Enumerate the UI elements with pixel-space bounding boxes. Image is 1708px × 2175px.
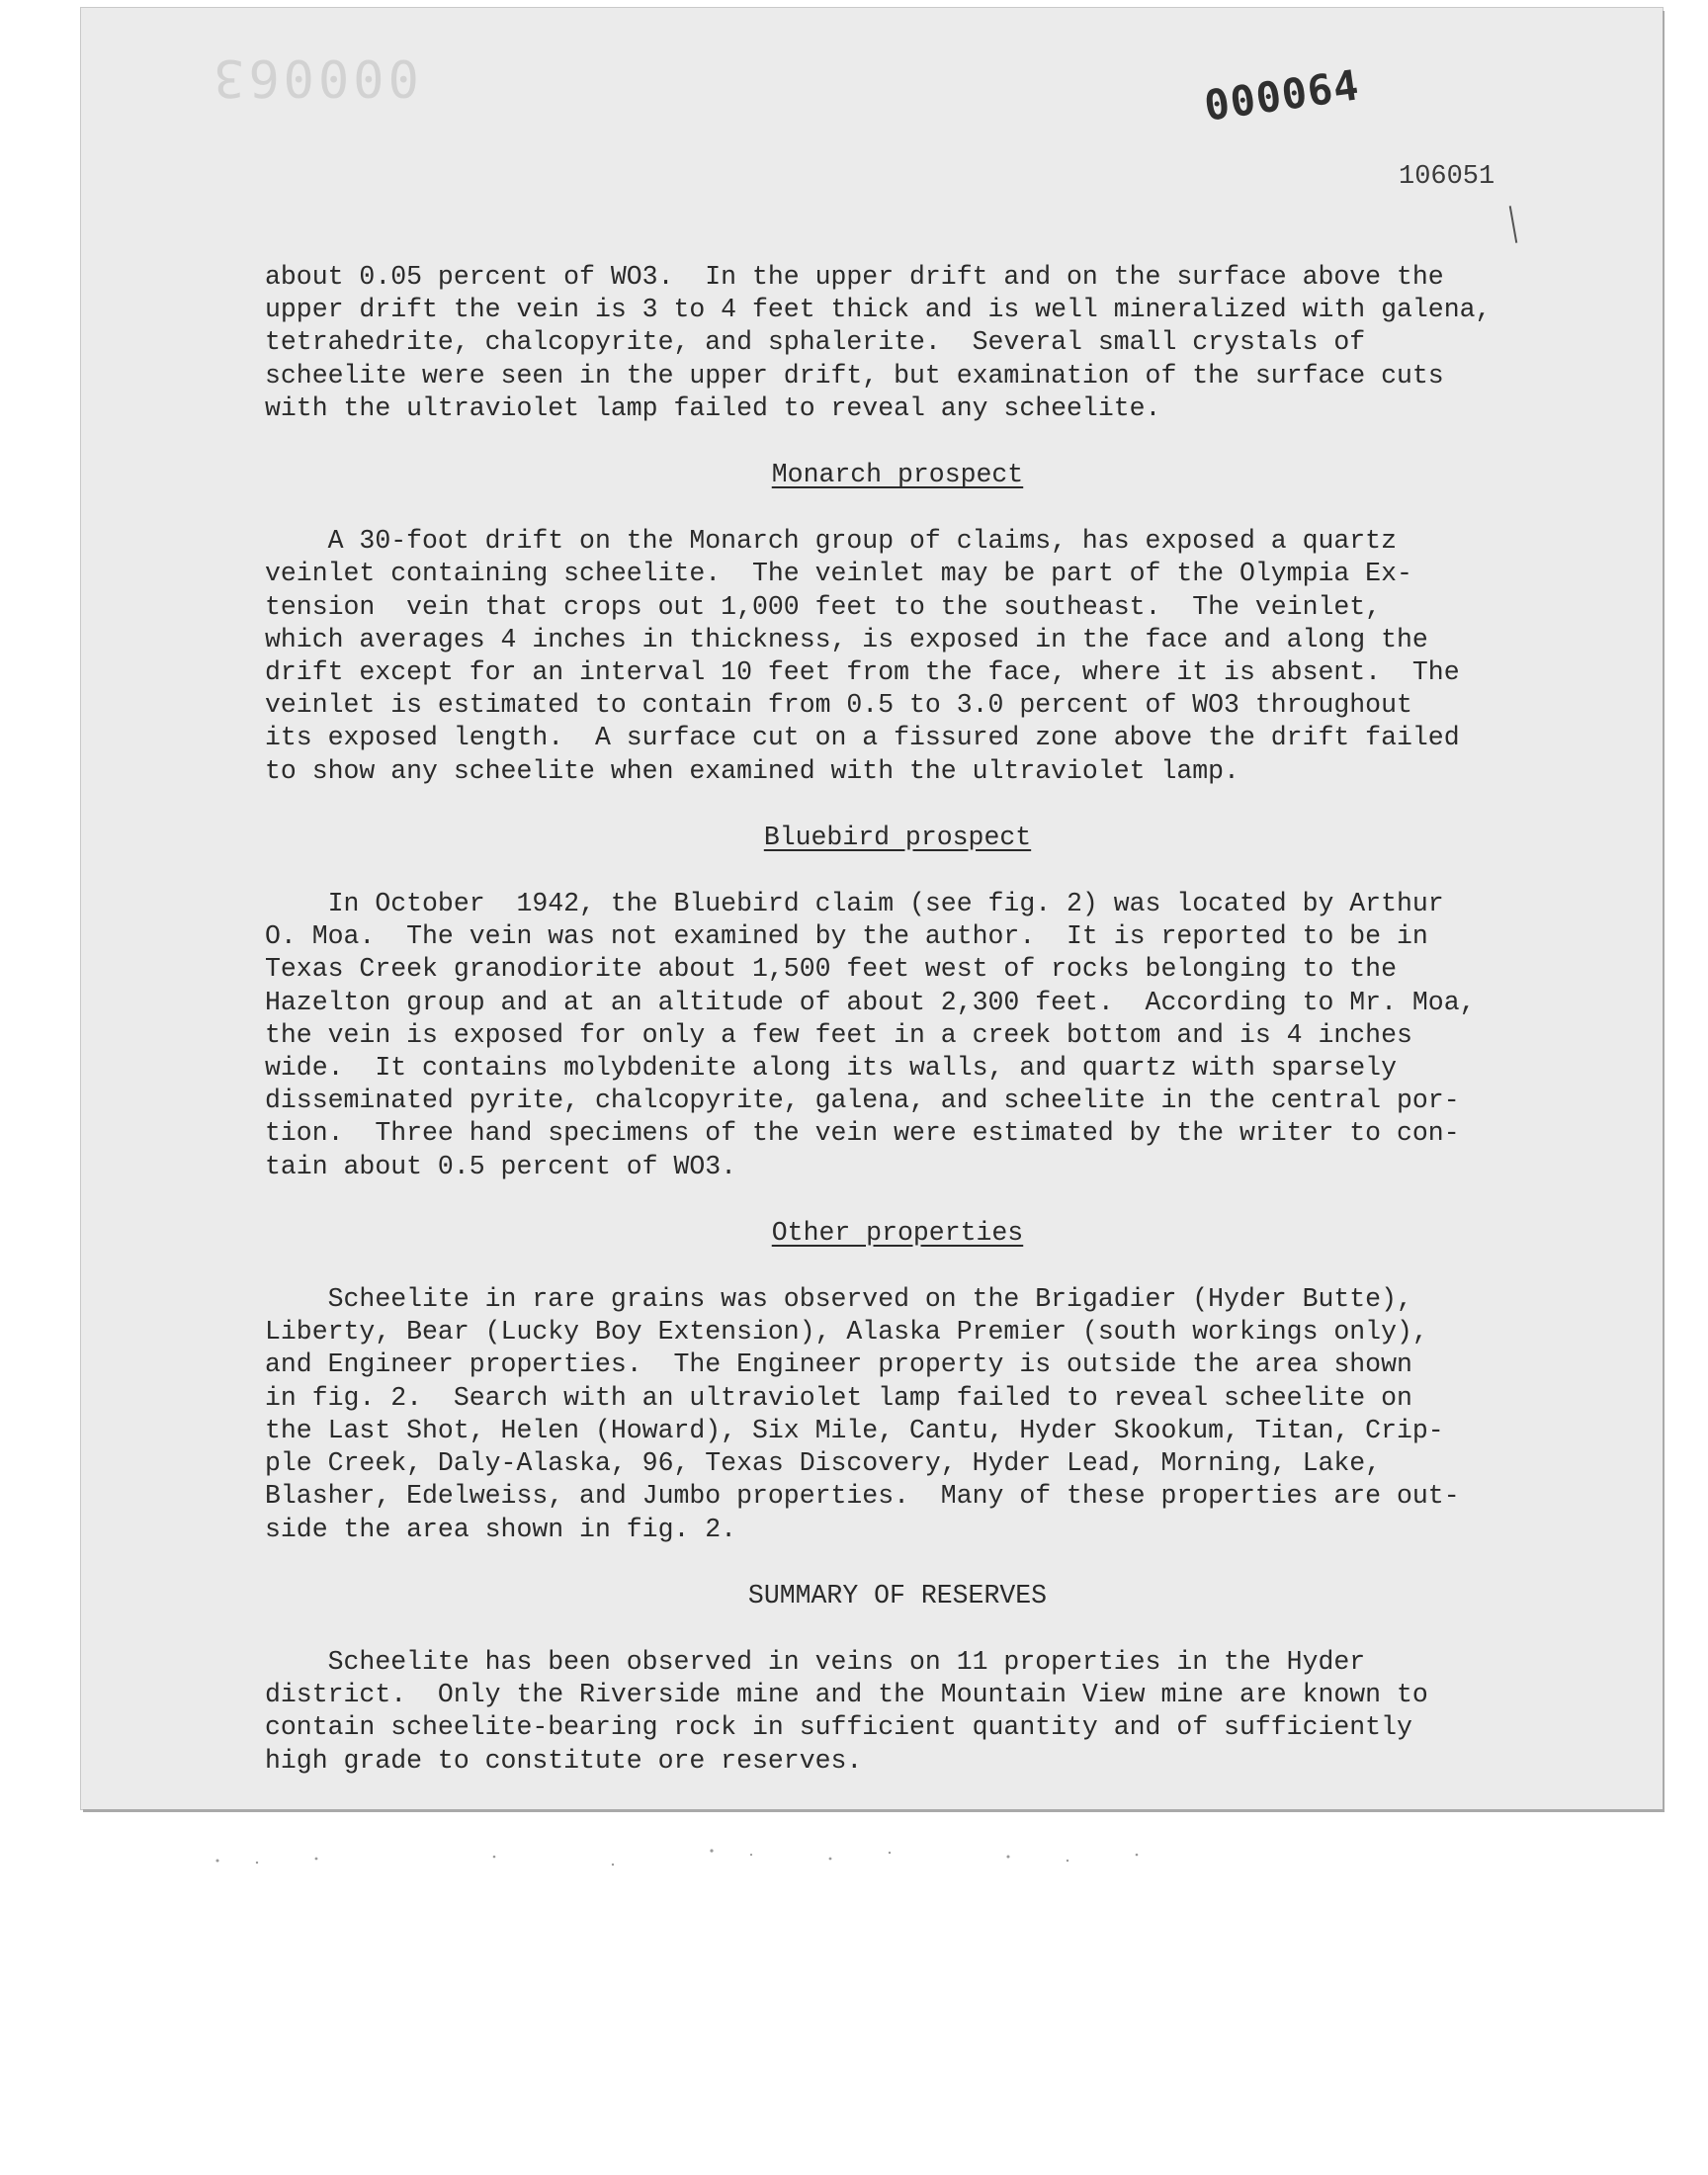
text-line: In October 1942, the Bluebird claim (see fig. 2) was located by Arthur [265,889,1444,919]
text-line: about 0.05 percent of WO3. In the upper drift and on the surface above the [265,262,1444,292]
text-line: its exposed length. A surface cut on a fissured zone above the drift failed [265,723,1460,753]
text-line: tension vein that crops out 1,000 feet to the southeast. The veinlet, [265,591,1382,622]
text-line: with the ultraviolet lamp failed to reveal any scheelite. [265,392,1161,423]
text-line: scheelite were seen in the upper drift, but examination of the surface cuts [265,360,1444,391]
text-line: to show any scheelite when examined with the ultraviolet lamp. [265,755,1239,786]
text-line: veinlet containing scheelite. The veinlet may be part of the Olympia Ex- [265,559,1412,589]
paragraph-summary [265,1646,1530,1778]
text-line: contain scheelite-bearing rock in sufficient quantity and of sufficiently [265,1712,1412,1743]
text-line: wide. It contains molybdenite along its walls, and quartz with sparsely [265,1053,1397,1084]
text-line: upper drift the vein is 3 to 4 feet thick and is well mineralized with galena, [265,295,1492,325]
heading-monarch-prospect: Monarch prospect [771,460,1024,490]
text-line: the vein is exposed for only a few feet in a creek bottom and is 4 inches [265,1019,1412,1050]
heading-summary-of-reserves: SUMMARY OF RESERVES [747,1580,1048,1610]
document-body [265,261,1530,1778]
text-line: Texas Creek granodiorite about 1,500 feet west of rocks belonging to the [265,954,1397,985]
text-line: in fig. 2. Search with an ultraviolet lamp failed to reveal scheelite on [265,1382,1412,1413]
text-line: A 30-foot drift on the Monarch group of claims, has exposed a quartz [265,526,1397,557]
heading-bluebird-prospect: Bluebird prospect [763,822,1032,852]
text-line: veinlet is estimated to contain from 0.5 to 3.0 percent of WO3 throughout [265,690,1412,721]
page-stamp-number: 000064 [1201,60,1363,130]
text-line: high grade to constitute ore reserves. [265,1745,863,1776]
text-line: Scheelite has been observed in veins on 11 properties in the Hyder [265,1646,1366,1677]
text-line: district. Only the Riverside mine and the Mountain View mine are known to [265,1680,1428,1710]
scan-speckle [198,1829,1285,1888]
paragraph-bluebird [265,888,1530,1183]
text-line: which averages 4 inches in thickness, is exposed in the face and along the [265,624,1428,654]
text-line: ple Creek, Daly-Alaska, 96, Texas Discovery, Hyder Lead, Morning, Lake, [265,1448,1382,1479]
bleed-through-number: 000063 [210,47,419,107]
heading-other-properties: Other properties [771,1217,1024,1248]
document-number: 106051 [1399,162,1495,192]
text-line: tain about 0.5 percent of WO3. [265,1151,737,1181]
paragraph-other-properties [265,1283,1530,1546]
text-line: tetrahedrite, chalcopyrite, and sphalerite. Several small crystals of [265,327,1366,358]
paragraph-monarch [265,525,1530,788]
text-line: Hazelton group and at an altitude of about 2,300 feet. According to Mr. Moa, [265,987,1476,1017]
text-line: drift except for an interval 10 feet from the face, where it is absent. The [265,657,1460,688]
paragraph-intro [265,261,1530,425]
text-line: disseminated pyrite, chalcopyrite, galena, and scheelite in the central por- [265,1086,1460,1116]
text-line: Blasher, Edelweiss, and Jumbo properties. Many of these properties are out- [265,1481,1460,1512]
text-line: the Last Shot, Helen (Howard), Six Mile, Cantu, Hyder Skookum, Titan, Crip- [265,1415,1444,1445]
text-line: Scheelite in rare grains was observed on the Brigadier (Hyder Butte), [265,1284,1412,1315]
text-line: and Engineer properties. The Engineer property is outside the area shown [265,1349,1412,1380]
text-line: Liberty, Bear (Lucky Boy Extension), Alaska Premier (south workings only), [265,1317,1428,1348]
text-line: O. Moa. The vein was not examined by the author. It is reported to be in [265,921,1428,952]
text-line: tion. Three hand specimens of the vein were estimated by the writer to con- [265,1118,1460,1149]
text-line: side the area shown in fig. 2. [265,1514,737,1544]
